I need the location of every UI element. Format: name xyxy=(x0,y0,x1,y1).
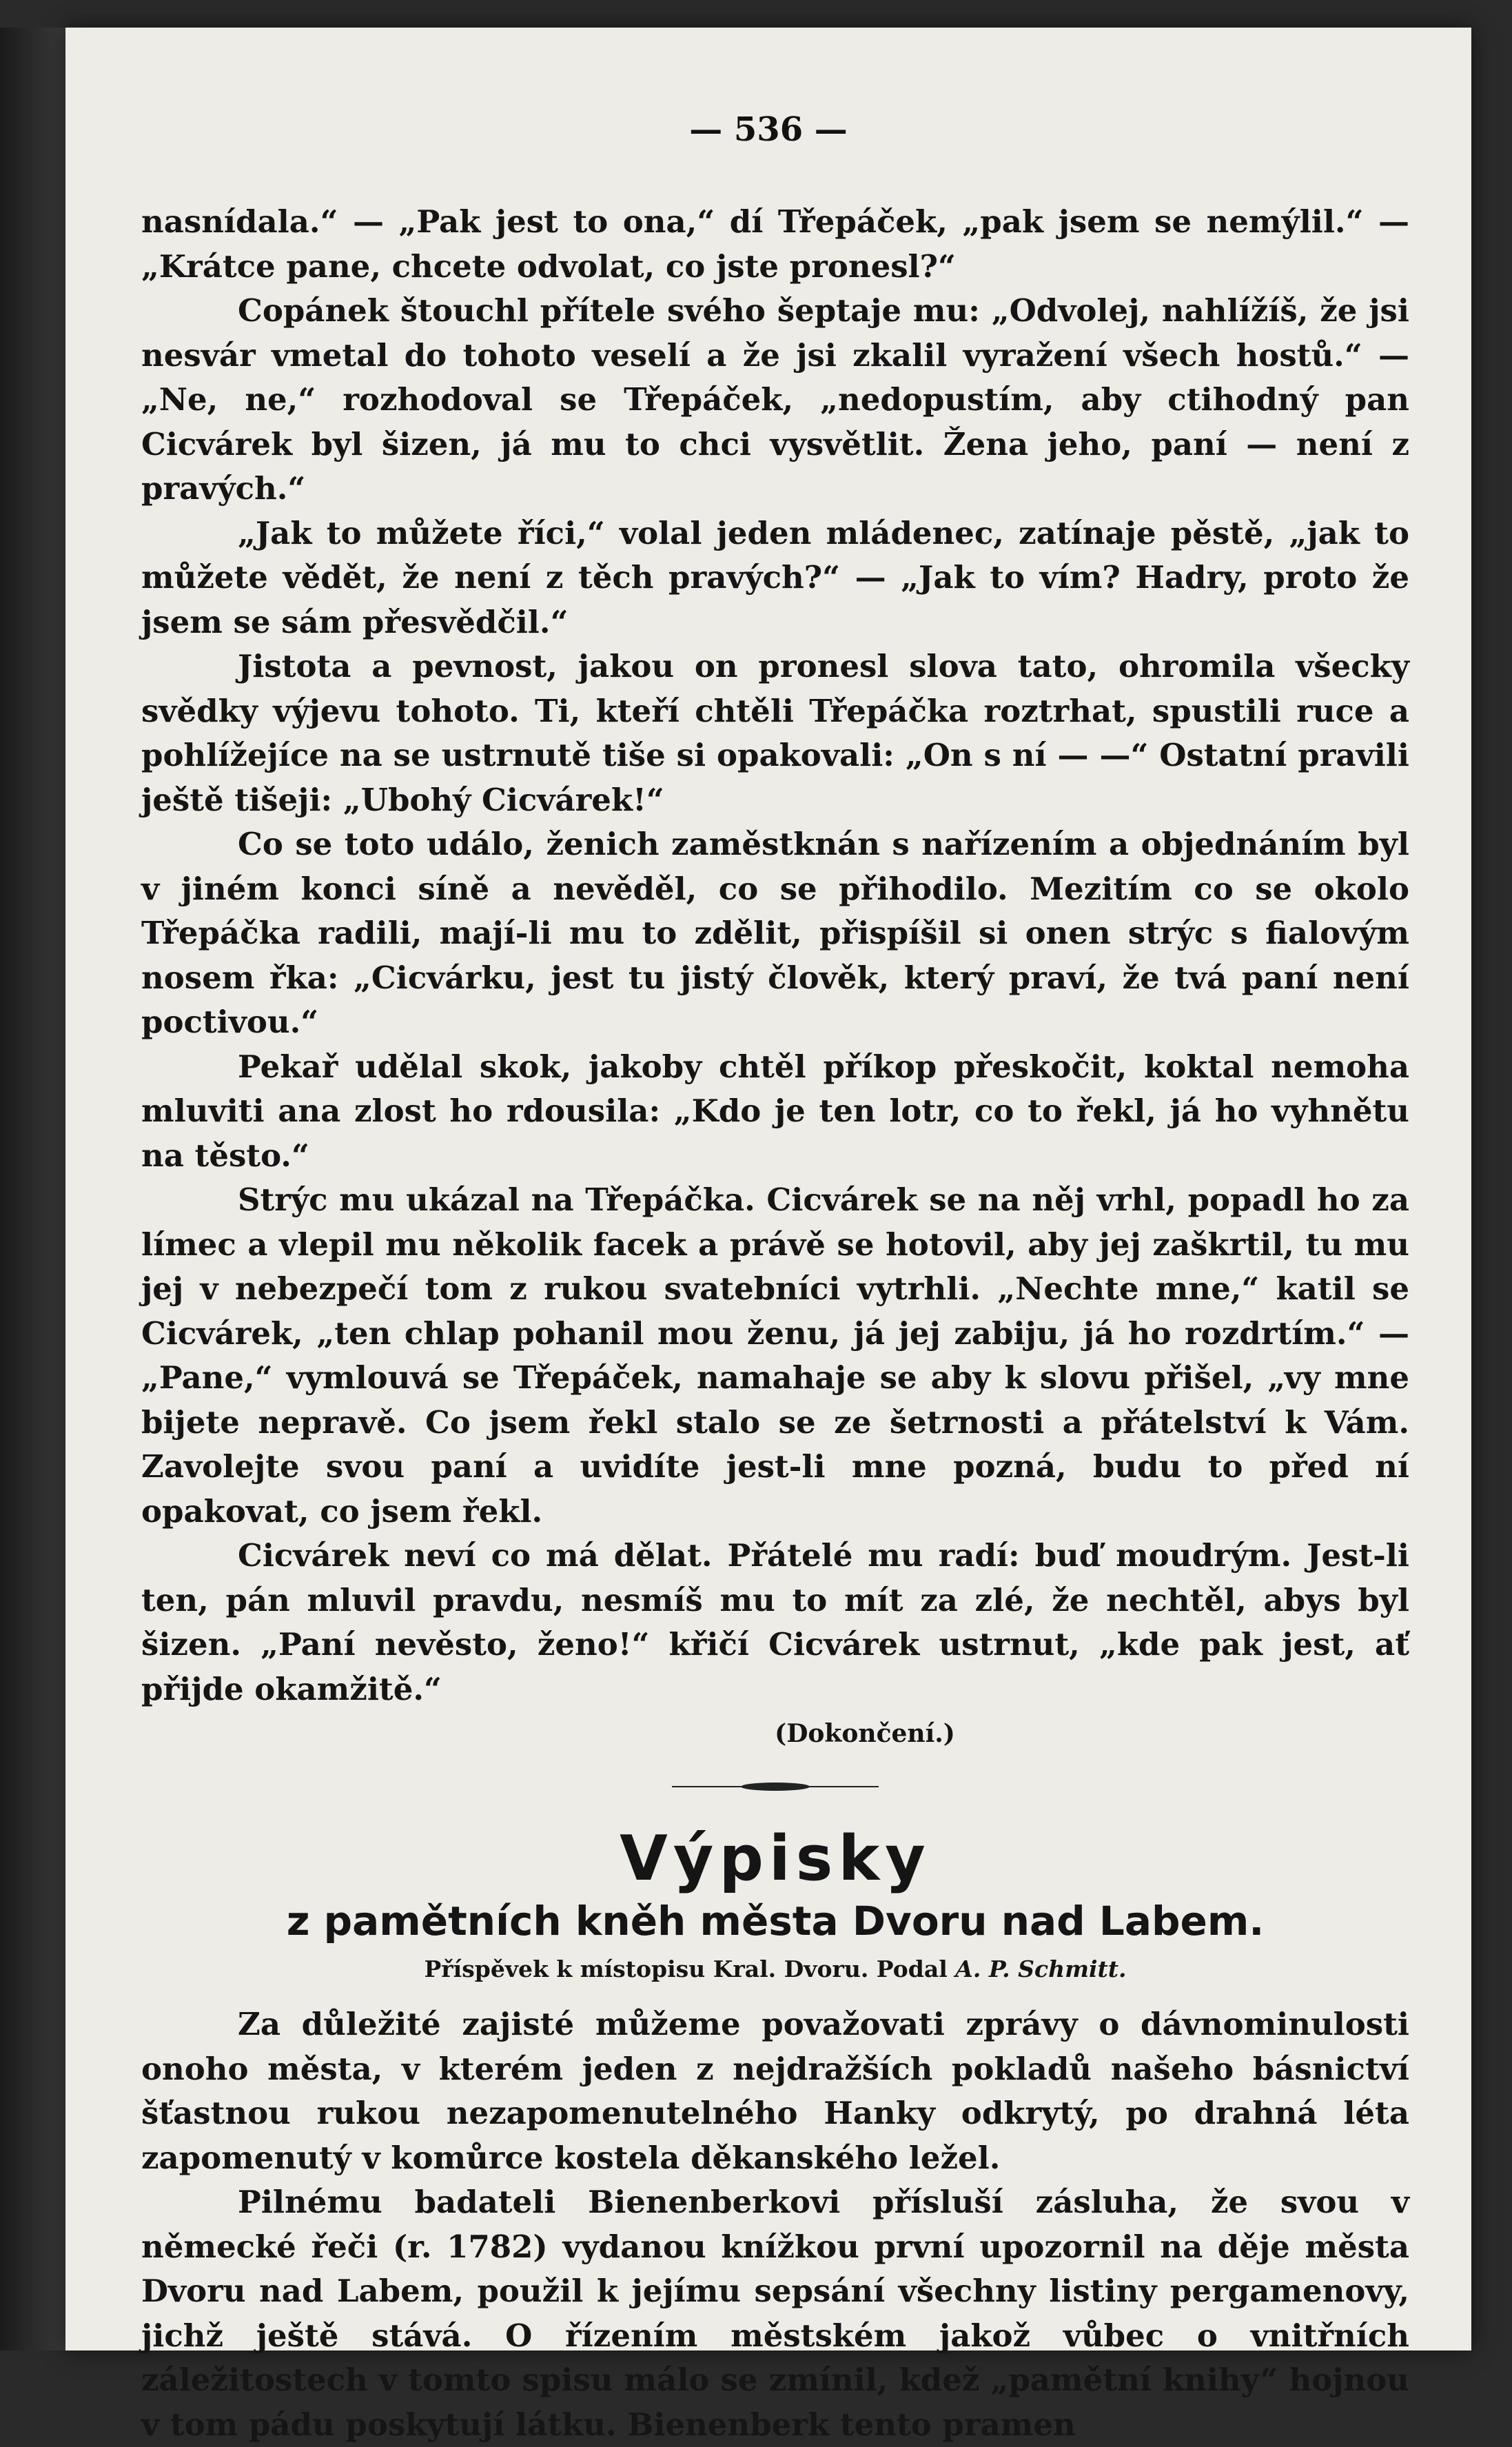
story-paragraph: „Jak to můžete říci,“ volal jeden mládenec, zatínaje pěstě, „jak to můžete vědět, že není z těch pravých?“ — „Jak to vím? Hadry, proto že jsem se sám přesvědčil.“ xyxy=(141,514,1409,640)
story-paragraph: Co se toto událo, ženich zaměstknán s nařízením a objednáním byl v jiném konci síně a nevěděl, co se přihodilo. Mezitím co se okolo Třepáčka radili, mají-li mu to zdělit, přispíšil si onen strýc s fialovým nosem řka: „Cicvárku, jest tu jistý člověk, který praví, že tvá paní není poctivou.“ xyxy=(141,826,1409,1040)
ornamental-divider xyxy=(672,1776,879,1797)
story-paragraph: Strýc mu ukázal na Třepáčka. Cicvárek se na něj vrhl, popadl ho za límec a vlepil mu několik facek a právě se hotovil, aby jej zaškrtil, tu mu jej v nebezpečí tom z rukou svatebníci vytrhli. „Nechte mne,“ katil se Cicvárek, „ten chlap pohanil mou ženu, já jej zabiju, já ho rozdrtím.“ — „Pane,“ vymlouvá se Třepáček, namahaje se aby k slovu přišel, „vy mne bijete nepravě. Co jsem řekl stalo se ze šetrnosti a přátelství k Vám. Zavolejte svou paní a uvidíte jest-li mne pozná, budu to před ní opakovat, co jsem řekl. xyxy=(141,1181,1409,1530)
page-number: — 536 — xyxy=(689,110,848,149)
story-paragraph: nasnídala.“ — „Pak jest to ona,“ dí Třepáček, „pak jsem se nemýlil.“ — „Krátce pane, chcete odvolat, co jste pronesl?“ xyxy=(141,203,1409,285)
story-paragraph: Copánek štouchl přítele svého šeptaje mu: „Odvolej, nahlížíš, že jsi nesvár vmetal do tohoto veselí a že jsi zkalil vyražení všech hostů.“ — „Ne, ne,“ rozhodoval se Třepáček, „nedopustím, aby ctihodný pan Cicvárek byl šizen, já mu to chci vysvětlit. Žena jeho, paní — není z pravých.“ xyxy=(141,292,1409,507)
section-subtitle: z pamětních kněh města Dvoru nad Labem. xyxy=(286,1898,1265,1945)
book-page xyxy=(65,28,1471,2443)
story-ending-note: (Dokončení.) xyxy=(775,1719,955,1748)
contribution-line xyxy=(141,1949,1409,1990)
page-content xyxy=(141,200,1409,2447)
contribution-author: A. P. Schmitt. xyxy=(955,1956,1127,1982)
book-spine-shadow xyxy=(0,28,65,2350)
section-paragraph: Za důležité zajisté můžeme považovati zprávy o dávnominulosti onoho města, v kterém jeden z nejdražších pokladů našeho básnictví šťastnou rukou nezapomenutelného Hanky odkrytý, po drahná léta zapomenutý v komůrce kostela děkanského ležel. xyxy=(141,2006,1409,2176)
story-paragraph: Pekař udělal skok, jakoby chtěl příkop přeskočit, koktal nemoha mluviti ana zlost ho rdousila: „Kdo je ten lotr, co to řekl, já ho vyhnětu na těsto.“ xyxy=(141,1048,1409,1174)
section-paragraph: Pilnému badateli Bienenberkovi přísluší zásluha, že svou v německé řeči (r. 1782) vydanou knížkou první upozornil na děje města Dvoru nad Labem, použil k jejímu sepsání všechny listiny pergamenovy, jichž ještě stává. O řízením městském jakož vůbec o vnitřních záležitostech v tomto spisu málo se zmínil, kdež „pamětní knihy“ hojnou v tom pádu poskytují látku. Bienenberk tento pramen xyxy=(141,2184,1409,2443)
section-title: Výpisky xyxy=(620,1822,931,1895)
story-paragraph: Jistota a pevnost, jakou on pronesl slova tato, ohromila všecky svědky výjevu tohoto. Ti, kteří chtěli Třepáčka roztrhat, spustili ruce a pohlížejíce na se ustrnutě tiše si opakovali: „On s ní — —“ Ostatní pravili ještě tišeji: „Ubohý Cicvárek!“ xyxy=(141,648,1409,818)
story-paragraph: Cicvárek neví co má dělat. Přátelé mu radí: buď moudrým. Jest-li ten, pán mluvil pravdu, nesmíš mu to mít za zlé, že nechtěl, abys byl šizen. „Paní nevěsto, ženo!“ křičí Cicvárek ustrnut, „kde pak jest, ať přijde okamžitě.“ xyxy=(141,1537,1409,1707)
contribution-prefix: Příspěvek k místopisu Kral. Dvoru. Podal xyxy=(424,1956,948,1982)
